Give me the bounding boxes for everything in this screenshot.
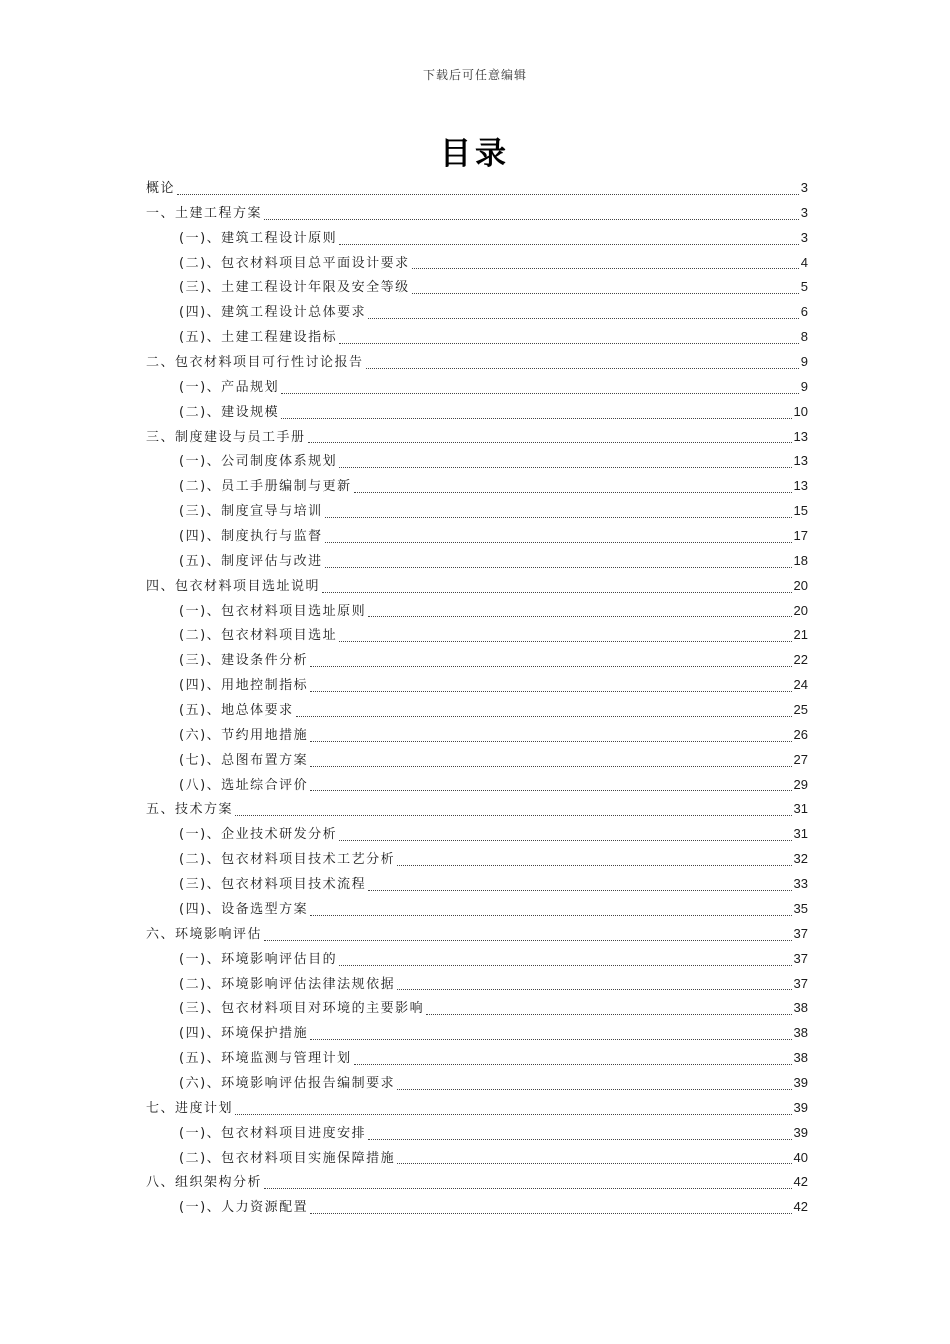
dot-leader bbox=[339, 244, 799, 245]
dot-leader bbox=[368, 890, 791, 891]
dot-leader bbox=[308, 442, 792, 443]
toc-entry-page-number: 20 bbox=[793, 602, 808, 618]
toc-entry-label: (三)、建设条件分析 bbox=[179, 653, 309, 669]
toc-entry-label: 八、组织架构分析 bbox=[146, 1175, 263, 1191]
dot-leader bbox=[325, 567, 792, 568]
toc-entry-page-number: 37 bbox=[793, 950, 808, 966]
dot-leader bbox=[339, 343, 799, 344]
toc-entry[interactable] bbox=[146, 375, 808, 400]
toc-entry-page-number: 31 bbox=[793, 826, 808, 842]
toc-entry-label: (五)、环境监测与管理计划 bbox=[179, 1051, 352, 1067]
dot-leader bbox=[310, 1039, 791, 1040]
toc-entry-label: (一)、公司制度体系规划 bbox=[179, 454, 338, 470]
toc-entry-label: (二)、建设规模 bbox=[179, 404, 280, 420]
toc-entry-page-number: 24 bbox=[793, 677, 808, 693]
toc-entry-page-number: 25 bbox=[793, 702, 808, 718]
dot-leader bbox=[368, 1139, 791, 1140]
toc-entry-page-number: 33 bbox=[793, 876, 808, 892]
toc-entry-page-number: 42 bbox=[793, 1199, 808, 1215]
toc-entry-label: (四)、制度执行与监督 bbox=[179, 529, 323, 545]
toc-entry-page-number: 6 bbox=[800, 304, 808, 320]
toc-entry-label: (二)、环境影响评估法律法规依据 bbox=[179, 976, 396, 992]
toc-entry[interactable] bbox=[146, 400, 808, 425]
toc-entry-label: (八)、选址综合评价 bbox=[179, 777, 309, 793]
toc-entry-label: 概论 bbox=[146, 181, 176, 196]
dot-leader bbox=[235, 815, 792, 816]
toc-entry-page-number: 18 bbox=[793, 552, 808, 568]
toc-entry-label: (六)、环境影响评估报告编制要求 bbox=[179, 1075, 396, 1091]
toc-entry[interactable] bbox=[146, 275, 808, 300]
toc-entry-page-number: 42 bbox=[793, 1174, 808, 1190]
dot-leader bbox=[310, 741, 791, 742]
toc-entry[interactable] bbox=[146, 499, 808, 524]
toc-entry-label: (一)、企业技术研发分析 bbox=[179, 827, 338, 843]
toc-entry-label: (六)、节约用地措施 bbox=[179, 727, 309, 743]
toc-entry[interactable] bbox=[146, 300, 808, 325]
dot-leader bbox=[177, 194, 799, 195]
dot-leader bbox=[310, 915, 791, 916]
toc-entry-label: (一)、包衣材料项目进度安排 bbox=[179, 1125, 367, 1141]
dot-leader bbox=[310, 691, 791, 692]
dot-leader bbox=[281, 418, 791, 419]
toc-entry-label: (一)、产品规划 bbox=[179, 379, 280, 395]
toc-entry[interactable] bbox=[146, 1170, 808, 1195]
toc-entry[interactable] bbox=[146, 648, 808, 673]
toc-entry-label: (四)、环境保护措施 bbox=[179, 1026, 309, 1042]
toc-entry-label: 六、环境影响评估 bbox=[146, 926, 263, 942]
toc-entry-page-number: 27 bbox=[793, 751, 808, 767]
toc-entry-page-number: 32 bbox=[793, 851, 808, 867]
toc-title: 目录 bbox=[440, 136, 510, 172]
toc-entry[interactable] bbox=[146, 698, 808, 723]
toc-entry[interactable] bbox=[146, 1021, 808, 1046]
dot-leader bbox=[397, 1089, 791, 1090]
dot-leader bbox=[264, 219, 799, 220]
dot-leader bbox=[325, 542, 792, 543]
toc-entry-page-number: 40 bbox=[793, 1149, 808, 1165]
dot-leader bbox=[412, 293, 799, 294]
toc-entry-page-number: 13 bbox=[793, 428, 808, 444]
dot-leader bbox=[368, 616, 791, 617]
dot-leader bbox=[368, 318, 799, 319]
dot-leader bbox=[397, 865, 791, 866]
toc-entry[interactable] bbox=[146, 797, 808, 822]
dot-leader bbox=[426, 1014, 791, 1015]
toc-entry-page-number: 29 bbox=[793, 776, 808, 792]
dot-leader bbox=[310, 766, 791, 767]
toc-entry-label: (一)、环境影响评估目的 bbox=[179, 951, 338, 967]
toc-entry[interactable] bbox=[146, 524, 808, 549]
toc-entry[interactable] bbox=[146, 972, 808, 997]
dot-leader bbox=[281, 393, 799, 394]
dot-leader bbox=[354, 492, 792, 493]
toc-entry[interactable] bbox=[146, 1071, 808, 1096]
toc-entry-label: 七、进度计划 bbox=[146, 1100, 234, 1116]
toc-entry-page-number: 13 bbox=[793, 453, 808, 469]
toc-entry-page-number: 4 bbox=[800, 254, 808, 270]
toc-entry[interactable] bbox=[146, 623, 808, 648]
toc-entry-label: (二)、员工手册编制与更新 bbox=[179, 479, 352, 495]
toc-entry[interactable] bbox=[146, 1146, 808, 1171]
toc-entry[interactable] bbox=[146, 847, 808, 872]
toc-entry-label: (三)、包衣材料项目对环境的主要影响 bbox=[179, 1001, 425, 1017]
toc-entry-page-number: 39 bbox=[793, 1124, 808, 1140]
toc-entry[interactable] bbox=[146, 1195, 808, 1220]
toc-entry[interactable] bbox=[146, 673, 808, 698]
toc-entry[interactable] bbox=[146, 872, 808, 897]
dot-leader bbox=[310, 666, 791, 667]
toc-entry[interactable] bbox=[146, 251, 808, 276]
toc-entry-page-number: 13 bbox=[793, 478, 808, 494]
toc-entry[interactable] bbox=[146, 822, 808, 847]
toc-entry-label: 二、包衣材料项目可行性讨论报告 bbox=[146, 355, 364, 371]
header-note: 下载后可任意编辑 bbox=[422, 68, 527, 82]
dot-leader bbox=[322, 592, 792, 593]
dot-leader bbox=[354, 1064, 792, 1065]
toc-entry-label: (三)、制度宣导与培训 bbox=[179, 504, 323, 520]
toc-entry-label: 三、制度建设与员工手册 bbox=[146, 429, 306, 445]
toc-entry-page-number: 17 bbox=[793, 528, 808, 544]
toc-entry[interactable] bbox=[146, 599, 808, 624]
toc-entry[interactable] bbox=[146, 1096, 808, 1121]
toc-entry-page-number: 3 bbox=[800, 229, 808, 245]
toc-entry-page-number: 20 bbox=[793, 577, 808, 593]
toc-entry-label: (四)、用地控制指标 bbox=[179, 678, 309, 694]
dot-leader bbox=[264, 940, 792, 941]
toc-entry-page-number: 3 bbox=[800, 180, 808, 195]
dot-leader bbox=[339, 840, 791, 841]
toc-entry-page-number: 15 bbox=[793, 503, 808, 519]
table-of-contents bbox=[146, 176, 808, 1220]
toc-entry-label: (二)、包衣材料项目实施保障措施 bbox=[179, 1150, 396, 1166]
dot-leader bbox=[310, 1213, 791, 1214]
toc-entry[interactable] bbox=[146, 176, 808, 201]
dot-leader bbox=[325, 517, 792, 518]
toc-entry-label: (二)、包衣材料项目技术工艺分析 bbox=[179, 852, 396, 868]
toc-entry[interactable] bbox=[146, 748, 808, 773]
toc-entry-page-number: 37 bbox=[793, 925, 808, 941]
toc-entry-label: (五)、地总体要求 bbox=[179, 703, 294, 719]
toc-entry-page-number: 37 bbox=[793, 975, 808, 991]
toc-entry-page-number: 8 bbox=[800, 329, 808, 345]
dot-leader bbox=[366, 368, 799, 369]
toc-entry-page-number: 5 bbox=[800, 279, 808, 295]
toc-entry-label: (四)、设备选型方案 bbox=[179, 901, 309, 917]
toc-entry-label: (二)、包衣材料项目总平面设计要求 bbox=[179, 255, 410, 271]
toc-entry[interactable] bbox=[146, 201, 808, 226]
toc-entry-label: (四)、建筑工程设计总体要求 bbox=[179, 305, 367, 321]
toc-entry-page-number: 21 bbox=[793, 627, 808, 643]
toc-entry-page-number: 35 bbox=[793, 900, 808, 916]
toc-entry[interactable] bbox=[146, 947, 808, 972]
toc-entry-label: (五)、制度评估与改进 bbox=[179, 553, 323, 569]
toc-entry-page-number: 38 bbox=[793, 1025, 808, 1041]
dot-leader bbox=[235, 1114, 792, 1115]
toc-entry[interactable] bbox=[146, 773, 808, 798]
toc-entry-label: 一、土建工程方案 bbox=[146, 205, 263, 221]
toc-entry-page-number: 38 bbox=[793, 1000, 808, 1016]
toc-entry-label: (一)、建筑工程设计原则 bbox=[179, 230, 338, 246]
toc-entry-page-number: 31 bbox=[793, 801, 808, 817]
dot-leader bbox=[339, 965, 791, 966]
toc-entry[interactable] bbox=[146, 325, 808, 350]
toc-entry-page-number: 38 bbox=[793, 1050, 808, 1066]
toc-entry[interactable] bbox=[146, 1121, 808, 1146]
toc-entry-label: (五)、土建工程建设指标 bbox=[179, 330, 338, 346]
toc-entry[interactable] bbox=[146, 449, 808, 474]
dot-leader bbox=[339, 641, 791, 642]
toc-entry[interactable] bbox=[146, 549, 808, 574]
toc-entry-label: 五、技术方案 bbox=[146, 802, 234, 818]
toc-entry-label: (三)、土建工程设计年限及安全等级 bbox=[179, 280, 410, 296]
dot-leader bbox=[264, 1188, 792, 1189]
toc-entry-page-number: 26 bbox=[793, 726, 808, 742]
toc-entry[interactable] bbox=[146, 226, 808, 251]
toc-entry-page-number: 3 bbox=[800, 204, 808, 220]
toc-entry-page-number: 9 bbox=[800, 378, 808, 394]
toc-entry-page-number: 10 bbox=[793, 403, 808, 419]
toc-entry-label: (三)、包衣材料项目技术流程 bbox=[179, 877, 367, 893]
toc-entry-label: (二)、包衣材料项目选址 bbox=[179, 628, 338, 644]
toc-entry-page-number: 39 bbox=[793, 1074, 808, 1090]
dot-leader bbox=[397, 989, 791, 990]
dot-leader bbox=[397, 1163, 791, 1164]
toc-entry-label: (七)、总图布置方案 bbox=[179, 752, 309, 768]
toc-entry[interactable] bbox=[146, 425, 808, 450]
toc-entry-label: (一)、人力资源配置 bbox=[179, 1200, 309, 1216]
dot-leader bbox=[296, 716, 792, 717]
toc-entry-label: 四、包衣材料项目选址说明 bbox=[146, 578, 321, 594]
toc-entry[interactable] bbox=[146, 350, 808, 375]
toc-entry[interactable] bbox=[146, 1046, 808, 1071]
toc-entry-page-number: 9 bbox=[800, 354, 808, 370]
toc-entry-page-number: 22 bbox=[793, 652, 808, 668]
toc-entry-label: (一)、包衣材料项目选址原则 bbox=[179, 603, 367, 619]
dot-leader bbox=[310, 790, 791, 791]
dot-leader bbox=[412, 268, 799, 269]
toc-entry[interactable] bbox=[146, 474, 808, 499]
dot-leader bbox=[339, 467, 791, 468]
toc-entry[interactable] bbox=[146, 996, 808, 1021]
toc-entry[interactable] bbox=[146, 922, 808, 947]
toc-entry[interactable] bbox=[146, 574, 808, 599]
toc-entry[interactable] bbox=[146, 723, 808, 748]
toc-entry[interactable] bbox=[146, 897, 808, 922]
toc-entry-page-number: 39 bbox=[793, 1099, 808, 1115]
